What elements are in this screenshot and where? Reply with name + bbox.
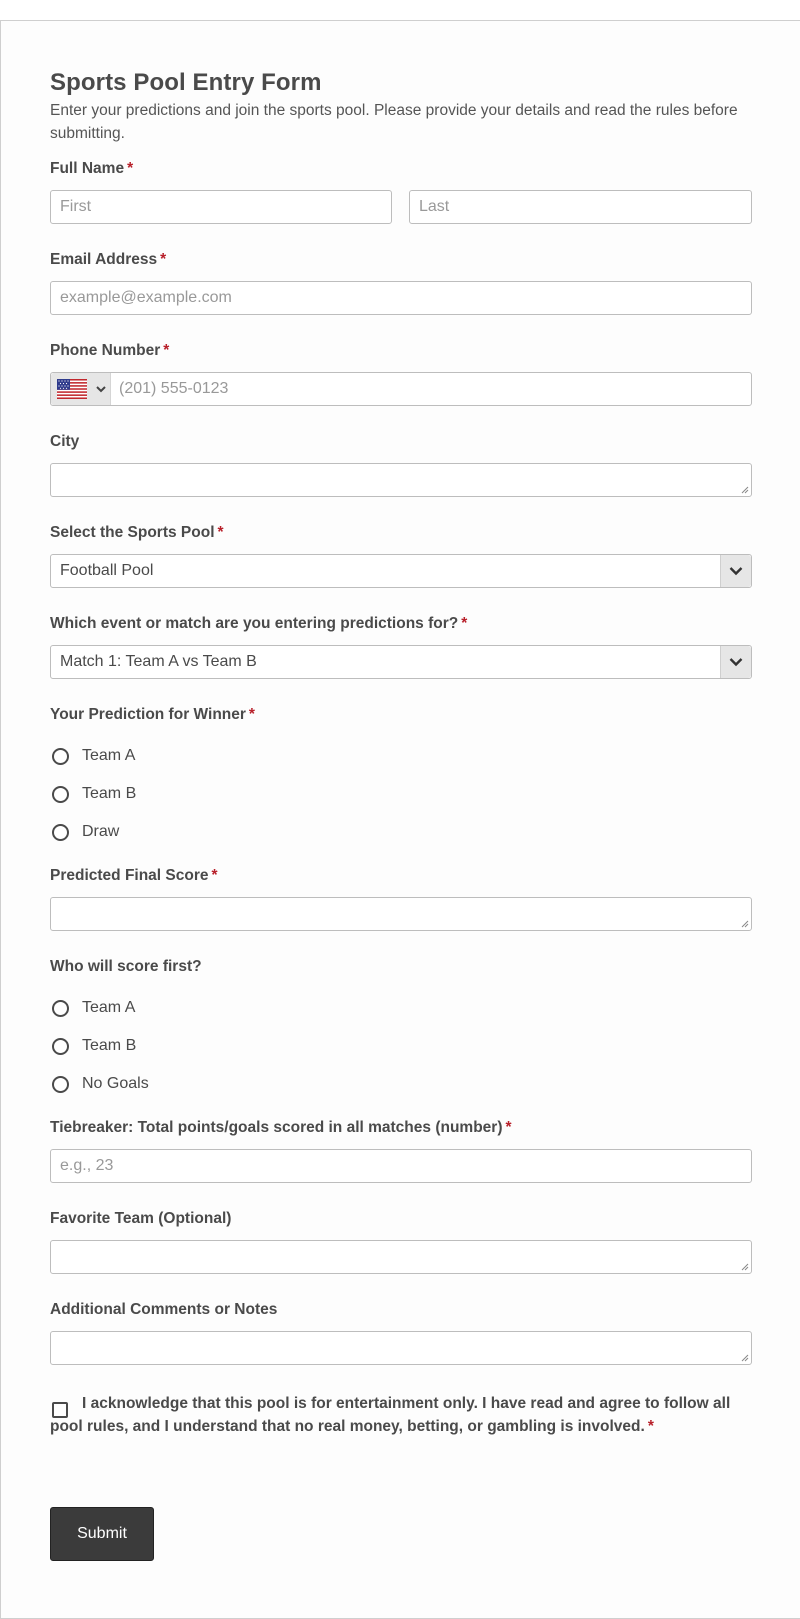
- sports-pool-dropdown-button[interactable]: [720, 555, 751, 587]
- winner-option-team-b[interactable]: Team B: [52, 785, 136, 803]
- chevron-down-icon: [729, 566, 743, 576]
- required-mark: *: [211, 867, 218, 884]
- tiebreaker-label: Tiebreaker: Total points/goals scored in all matches (number) *: [50, 1119, 512, 1136]
- city-textarea[interactable]: [50, 463, 752, 497]
- first-scorer-option-team-a[interactable]: Team A: [52, 999, 135, 1017]
- form-description: Enter your predictions and join the sports pool. Please provide your details and read the rules before submitting.: [50, 102, 738, 142]
- resize-handle-icon[interactable]: [741, 486, 749, 494]
- radio-button[interactable]: [52, 1076, 69, 1093]
- first-name-input[interactable]: First: [50, 190, 392, 224]
- required-mark: *: [127, 160, 134, 177]
- comments-label: Additional Comments or Notes: [50, 1301, 278, 1318]
- sports-pool-select[interactable]: [50, 554, 752, 588]
- required-mark: *: [647, 1418, 654, 1435]
- chevron-down-icon: [729, 657, 743, 667]
- event-selected: Match 1: Team A vs Team B: [60, 653, 257, 670]
- form-title: Sports Pool Entry Form: [50, 69, 322, 96]
- email-label: Email Address *: [50, 251, 167, 268]
- country-code-selector[interactable]: [51, 373, 111, 405]
- chevron-down-icon: [95, 383, 107, 395]
- email-input[interactable]: example@example.com: [50, 281, 752, 315]
- comments-textarea[interactable]: [50, 1331, 752, 1365]
- favorite-team-label: Favorite Team (Optional): [50, 1210, 232, 1227]
- radio-button[interactable]: [52, 824, 69, 841]
- radio-button[interactable]: [52, 786, 69, 803]
- phone-input[interactable]: [50, 372, 752, 406]
- required-mark: *: [217, 524, 224, 541]
- winner-option-draw[interactable]: Draw: [52, 823, 119, 841]
- first-scorer-option-no-goals[interactable]: No Goals: [52, 1075, 149, 1093]
- required-mark: *: [461, 615, 468, 632]
- required-mark: *: [163, 342, 170, 359]
- favorite-team-textarea[interactable]: [50, 1240, 752, 1274]
- us-flag-icon: [57, 379, 87, 399]
- submit-button[interactable]: Submit: [50, 1507, 154, 1561]
- first-scorer-label: Who will score first?: [50, 958, 202, 975]
- resize-handle-icon[interactable]: [741, 920, 749, 928]
- winner-option-team-a[interactable]: Team A: [52, 747, 135, 765]
- last-name-input[interactable]: Last: [409, 190, 752, 224]
- phone-label: Phone Number *: [50, 342, 170, 359]
- acknowledgement-text: I acknowledge that this pool is for entertainment only. I have read and agree to follow all pool rules, and I understand that no real money, betting, or gambling is involved. *: [50, 1395, 731, 1435]
- full-name-label: Full Name *: [50, 160, 134, 177]
- tiebreaker-input[interactable]: e.g., 23: [50, 1149, 752, 1183]
- form-card: [0, 20, 800, 1619]
- final-score-label: Predicted Final Score *: [50, 867, 218, 884]
- required-mark: *: [505, 1119, 512, 1136]
- winner-label: Your Prediction for Winner *: [50, 706, 255, 723]
- resize-handle-icon[interactable]: [741, 1263, 749, 1271]
- sports-pool-label: Select the Sports Pool *: [50, 524, 224, 541]
- sports-pool-selected: Football Pool: [60, 562, 154, 579]
- event-label: Which event or match are you entering predictions for? *: [50, 615, 468, 632]
- final-score-textarea[interactable]: [50, 897, 752, 931]
- city-label: City: [50, 433, 80, 450]
- required-mark: *: [160, 251, 167, 268]
- resize-handle-icon[interactable]: [741, 1354, 749, 1362]
- radio-button[interactable]: [52, 748, 69, 765]
- radio-button[interactable]: [52, 1038, 69, 1055]
- radio-button[interactable]: [52, 1000, 69, 1017]
- first-scorer-option-team-b[interactable]: Team B: [52, 1037, 136, 1055]
- event-select[interactable]: [50, 645, 752, 679]
- event-dropdown-button[interactable]: [720, 646, 751, 678]
- required-mark: *: [248, 706, 255, 723]
- phone-placeholder: (201) 555-0123: [119, 380, 229, 397]
